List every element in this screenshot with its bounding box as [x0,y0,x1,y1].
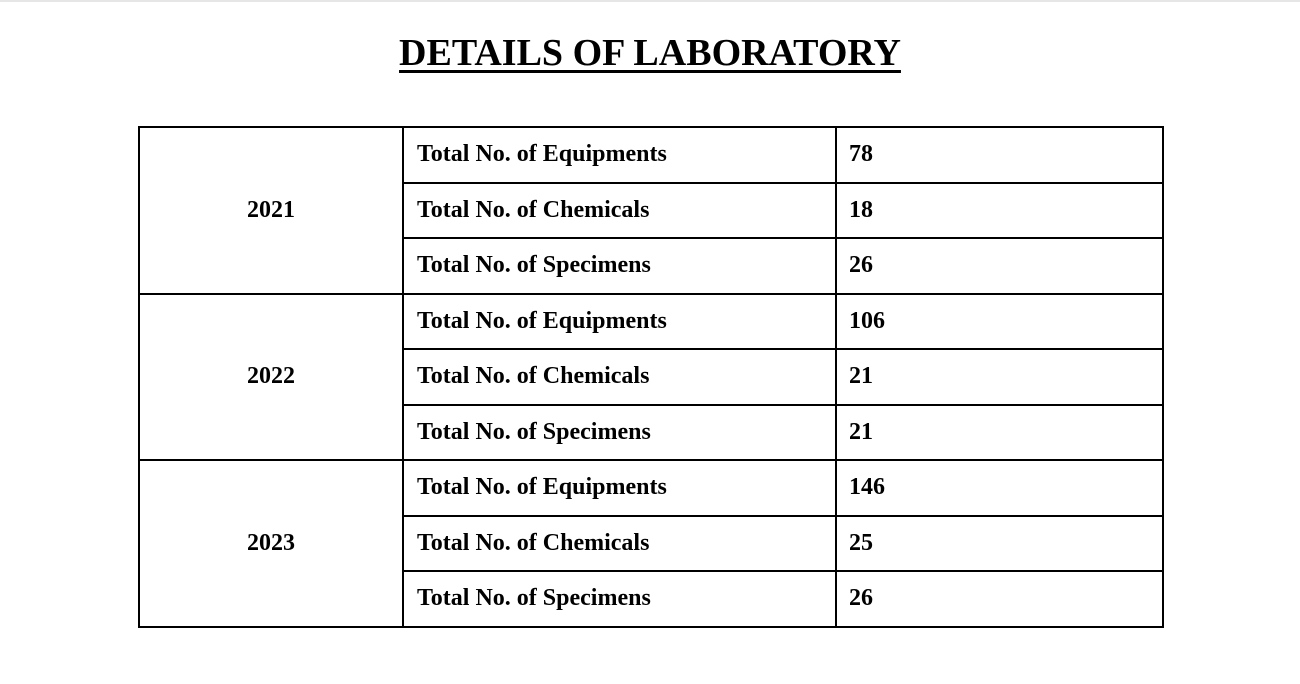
table-row [139,127,1163,183]
value-cell: 78 [836,127,1163,183]
label-cell: Total No. of Specimens [403,571,836,627]
label-cell: Total No. of Equipments [403,127,836,183]
value-cell: 106 [836,294,1163,350]
value-cell: 26 [836,238,1163,294]
value-cell: 18 [836,183,1163,239]
page-title-text: DETAILS OF LABORATORY [399,32,901,74]
label-cell: Total No. of Chemicals [403,516,836,572]
label-cell: Total No. of Chemicals [403,349,836,405]
top-divider [0,0,1300,2]
value-cell: 21 [836,349,1163,405]
value-cell: 25 [836,516,1163,572]
label-cell: Total No. of Specimens [403,238,836,294]
year-cell-2021: 2021 [139,127,403,294]
laboratory-table [138,126,1164,628]
table-row [139,294,1163,350]
page-title [0,30,1300,76]
value-cell: 26 [836,571,1163,627]
label-cell: Total No. of Specimens [403,405,836,461]
label-cell: Total No. of Equipments [403,294,836,350]
label-cell: Total No. of Chemicals [403,183,836,239]
label-cell: Total No. of Equipments [403,460,836,516]
year-cell-2022: 2022 [139,294,403,461]
value-cell: 21 [836,405,1163,461]
table-row [139,460,1163,516]
year-cell-2023: 2023 [139,460,403,627]
value-cell: 146 [836,460,1163,516]
